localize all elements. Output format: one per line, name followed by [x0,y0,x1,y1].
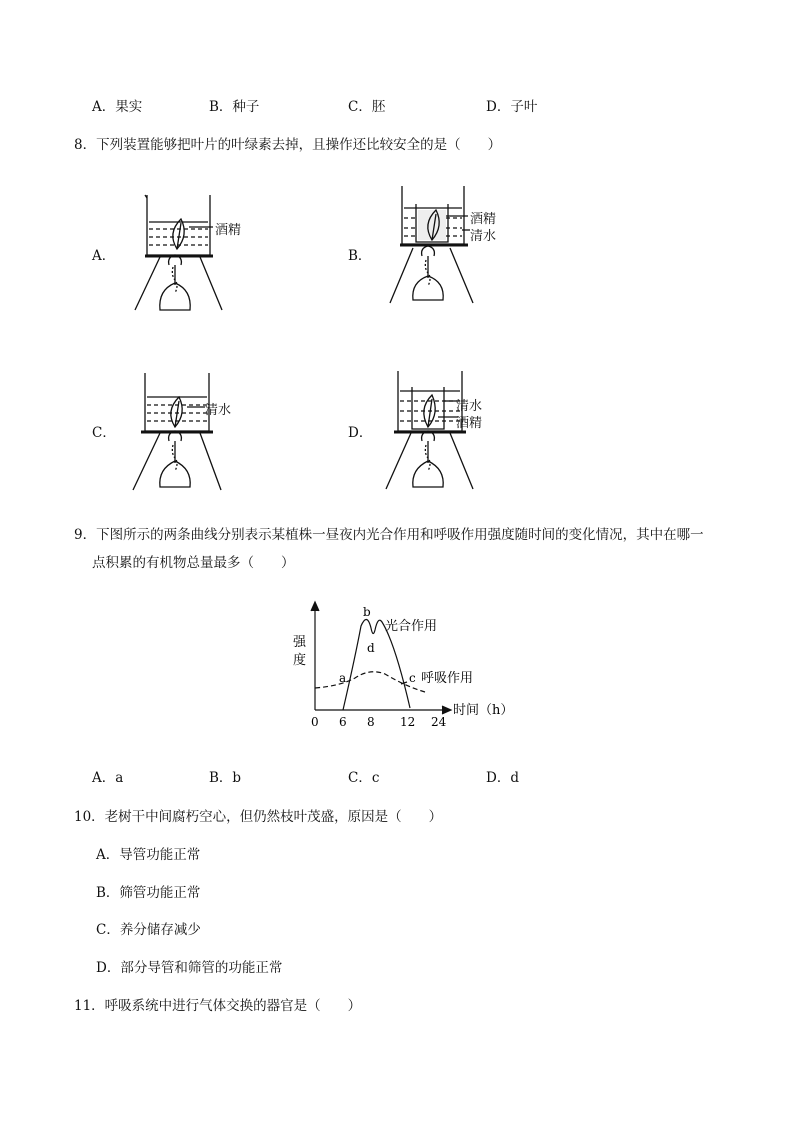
y-label-char-1: 强 [293,635,307,650]
photosynthesis-respiration-chart [285,598,525,738]
chart-svg [285,598,525,738]
point-label-d: d [367,641,375,655]
x-axis-arrow [442,706,451,714]
point-label-a: a [339,671,347,685]
q11-stem: 11．呼吸系统中进行气体交换的器官是（ ） [74,998,362,1014]
x-axis-label: 时间（h） [453,703,514,718]
q8-option-d-letter: D． [348,425,373,441]
apparatus-b-diagram [378,178,478,313]
q9-option-d: D．d [486,770,519,786]
q8-stem: 8．下列装置能够把叶片的叶绿素去掉，且操作还比较安全的是（ ） [74,137,502,153]
q10-option-b: B．筛管功能正常 [96,885,201,901]
q9-option-c: C．c [348,770,380,786]
q9-option-a: A．a [92,770,124,786]
apparatus-a-label-1: 酒精 [215,223,242,238]
q10-option-c: C．养分储存减少 [96,922,201,938]
point-label-b: b [363,605,371,619]
q8-option-a-letter: A． [92,248,116,264]
x-tick-6: 6 [339,715,347,729]
x-tick-8: 8 [367,715,375,729]
q8-option-b-letter: B． [348,248,372,264]
apparatus-b-label-1: 酒精 [470,212,497,227]
apparatus-d-label-1: 清水 [456,399,483,414]
q9-stem-line-2: 点积累的有机物总量最多（ ） [92,555,295,571]
apparatus-b-label-2: 清水 [470,229,497,244]
apparatus-a-diagram [125,185,225,315]
q7-option-b: B．种子 [209,99,260,115]
apparatus-c-label-1: 清水 [205,403,232,418]
q8-option-c-letter: C． [92,425,116,441]
apparatus-c-diagram [125,365,225,495]
series-label-respiration: 呼吸作用 [421,671,474,686]
q7-option-d: D．子叶 [486,99,538,115]
x-tick-24: 24 [431,715,447,729]
series-label-photosynthesis: 光合作用 [385,619,438,634]
q10-stem: 10．老树干中间腐朽空心，但仍然枝叶茂盛，原因是（ ） [74,809,443,825]
x-tick-0: 0 [311,715,319,729]
q7-option-a: A．果实 [92,99,143,115]
q10-option-d: D．部分导管和筛管的功能正常 [96,960,283,976]
q9-stem-line-1: 9．下图所示的两条曲线分别表示某植株一昼夜内光合作用和呼吸作用强度随时间的变化情况，其中在哪一 [74,527,704,543]
q10-option-a: A．导管功能正常 [96,847,201,863]
q7-option-c: C．胚 [348,99,386,115]
y-axis-arrow [311,602,319,611]
apparatus-d-label-2: 酒精 [456,416,483,431]
q9-option-b: B．b [209,770,242,786]
point-label-c: c [409,671,416,685]
x-tick-12: 12 [400,715,416,729]
y-label-char-2: 度 [293,653,307,668]
